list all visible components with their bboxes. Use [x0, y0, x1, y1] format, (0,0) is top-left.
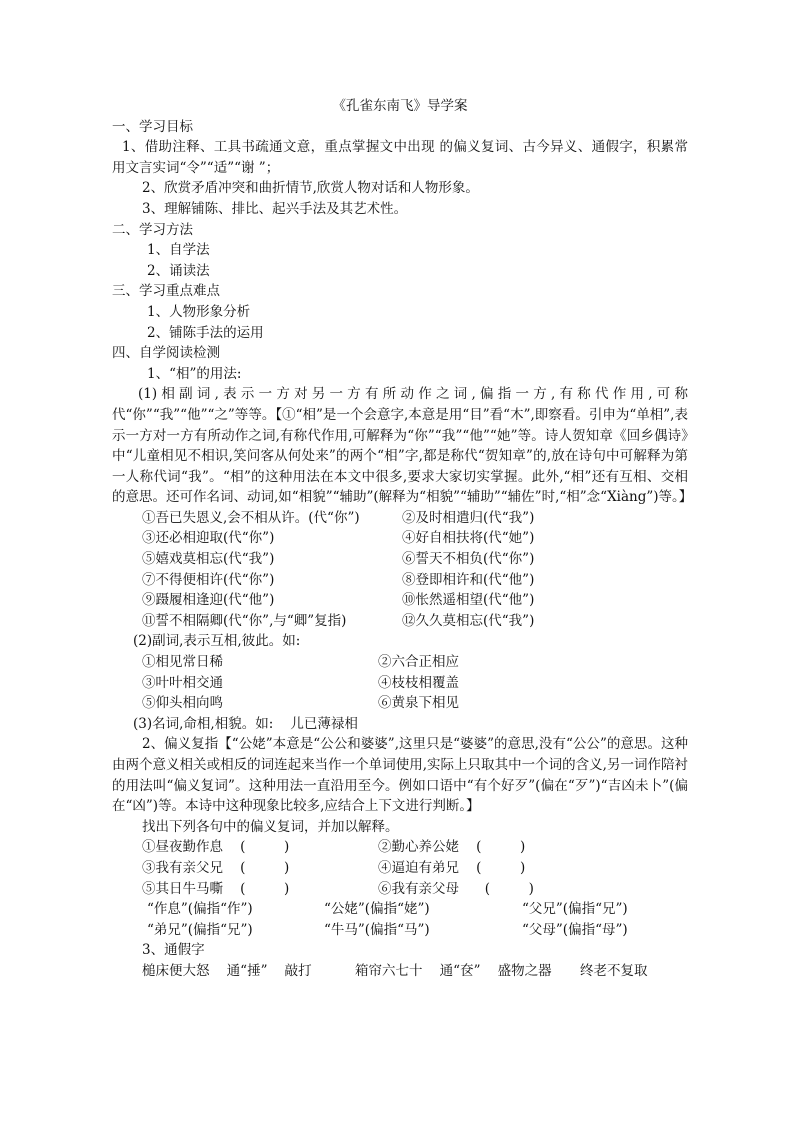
example-row [112, 611, 688, 632]
xiang-paragraph-2: (2)副词,表示互相,彼此。如: [133, 633, 301, 650]
page-title: 《孔雀东南飞》导学案 [332, 98, 468, 114]
question-item: ①昼夜勤作息 ( ) [142, 839, 290, 856]
question-row [112, 858, 688, 879]
example-item: ②及时相遣归(代“我”) [402, 509, 535, 526]
objective-3: 3、理解铺陈、排比、起兴手法及其艺术性。 [142, 200, 408, 217]
example-row [112, 528, 688, 549]
example-item: ⑤仰头相向鸣 [142, 695, 223, 712]
xiang-paragraph-1: (1)相副词,表示一方对另一方有所动作之词,偏指一方,有称代作用,可称代“你”“我”“他”“之”等等。【①“相”是一个会意字,本意是用“目”看“木”,即察看。引申为“单相”,表示一方对一方有所动作之词,有称代作用,可解释为“你”“我”“他”“她”等。诗人贺知章《回乡偶诗》中“儿童相见不相识,笑问客从何处来”的两个“相”字,都是称代“贺知章”的,放在诗句中可解释为第一人称代词“我”。“相”的这种用法在本文中很多,要求大家切实掌握。此外,“相”还有互相、交相的意思。还可作名词、动词,如“相貌”“辅助”(解释为“相貌”“辅助”“辅佐”时,“相”念“Xiàng”)等。】 [112, 386, 693, 506]
example-item: ⑥黄泉下相见 [378, 695, 459, 712]
answer-row [112, 920, 688, 941]
question-item: ③我有亲父兄 ( ) [142, 859, 290, 876]
example-row [112, 652, 688, 673]
answer-item: “弟兄”(偏指“兄”) [147, 921, 253, 938]
question-item: ②勤心养公姥 ( ) [378, 839, 526, 856]
example-item: ④好自相扶将(代“她”) [402, 530, 535, 547]
question-row [112, 837, 688, 858]
example-item: ①相见常日稀 [142, 654, 223, 671]
question-item: ⑥我有亲父母 ( ) [378, 880, 534, 897]
method-1: 1、自学法 [147, 242, 210, 259]
example-row [112, 673, 688, 694]
answer-item: “父母”(偏指“母”) [522, 921, 628, 938]
example-item: ①吾已失恩义,会不相从许。(代“你”) [142, 509, 360, 526]
example-row [112, 570, 688, 591]
section-heading-key-points: 三、学习重点难点 [112, 283, 220, 300]
xiang-heading: 1、“相”的用法: [147, 365, 242, 382]
objective-1: 1、借助注释、工具书疏通文意，重点掌握文中出现 的偏义复词、古今异义、通假字，积累常用文言实词“令”“适”“谢 ”； [112, 139, 688, 176]
example-row [112, 693, 688, 714]
example-item: ⑩怅然遥相望(代“他”) [402, 592, 535, 609]
answer-row [112, 899, 688, 920]
example-row [112, 549, 688, 570]
example-item: ⑪誓不相隔卿(代“你”,与“卿”复指) [142, 612, 347, 629]
section-heading-objectives: 一、学习目标 [112, 118, 193, 135]
example-item: ④枝枝相覆盖 [378, 674, 459, 691]
key-point-2: 2、铺陈手法的运用 [147, 324, 264, 341]
section-heading-methods: 二、学习方法 [112, 221, 193, 238]
pianyi-paragraph: 2、偏义复指【“公姥”本意是“公公和婆婆”,这里只是“婆婆”的意思,没有“公公”的意思。这种由两个意义相关或相反的词连起来当作一个单词使用,实际上只取其中一个词的含义,另一词作陪衬的用法叫“偏义复词”。这种用法一直沿用至今。例如口语中“有个好歹”(偏在“歹”)“吉凶未卜”(偏在“凶”)等。本诗中这种现象比较多,应结合上下文进行判断。】 [112, 736, 688, 815]
example-item: ⑨蹑履相逢迎(代“他”) [142, 592, 275, 609]
xiang-paragraph-3: (3)名词,命相,相貌。如: 儿已薄禄相 [133, 715, 358, 732]
tongjia-row [112, 961, 688, 982]
answer-item: “父兄”(偏指“兄”) [522, 901, 628, 918]
example-item: ⑥誓天不相负(代“你”) [402, 551, 535, 568]
question-item: ⑤其日牛马嘶 ( ) [142, 880, 290, 897]
example-item: ⑫久久莫相忘(代“我”) [402, 612, 535, 629]
key-point-1: 1、人物形象分析 [147, 303, 251, 320]
question-row [112, 879, 688, 900]
example-row [112, 590, 688, 611]
answer-item: “牛马”(偏指“马”) [324, 921, 430, 938]
example-item: ⑦不得便相许(代“你”) [142, 571, 275, 588]
answer-item: “公姥”(偏指“姥”) [324, 901, 430, 918]
example-row [112, 508, 688, 529]
example-item: ③还必相迎取(代“你”) [142, 530, 275, 547]
section-heading-self-check: 四、自学阅读检测 [112, 345, 220, 362]
method-2: 2、诵读法 [147, 262, 210, 279]
document-page [112, 96, 693, 982]
pianyi-task: 找出下列各句中的偏义复词，并加以解释。 [142, 818, 399, 835]
tongjia-item: 终老不复取 [580, 962, 648, 979]
tongjia-item: 箱帘六七十 通“奁” 盛物之器 [355, 962, 552, 979]
example-item: ⑤嬉戏莫相忘(代“我”) [142, 551, 275, 568]
example-item: ③叶叶相交通 [142, 674, 223, 691]
example-item: ⑧登即相许和(代“他”) [402, 571, 535, 588]
question-item: ④逼迫有弟兄 ( ) [378, 859, 526, 876]
answer-item: “作息”(偏指“作”) [147, 901, 253, 918]
tongjia-heading: 3、通假字 [142, 942, 205, 959]
example-item: ②六合正相应 [378, 654, 459, 671]
tongjia-item: 槌床便大怒 通“捶” 敲打 [142, 962, 312, 979]
objective-2: 2、欣赏矛盾冲突和曲折情节,欣赏人物对话和人物形象。 [142, 180, 479, 197]
